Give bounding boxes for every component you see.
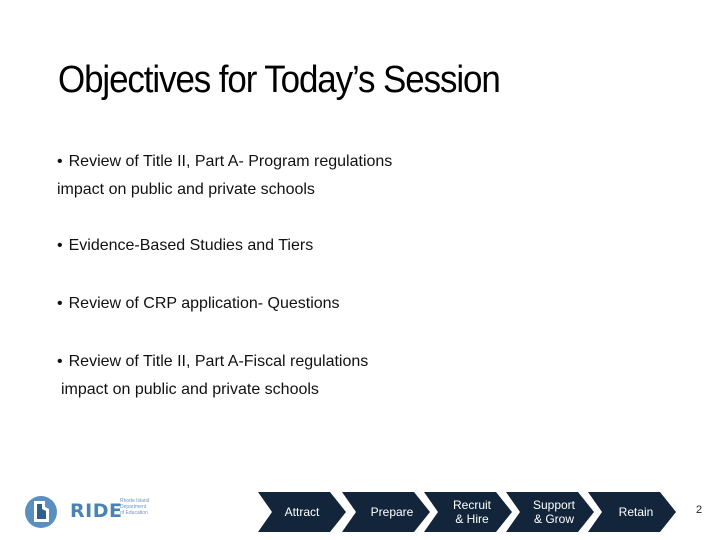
chevron-step-attract — [258, 492, 346, 532]
bullet-text: Evidence-Based Studies and Tiers — [68, 237, 314, 254]
step-label: Attract — [284, 505, 320, 519]
chevron-step-retain — [588, 492, 676, 532]
bullet-text-continued: impact on public and private schools — [61, 381, 319, 398]
ride-logo — [24, 495, 164, 529]
bullet-text: Review of CRP application- Questions — [68, 295, 340, 312]
logo-wordmark: RIDE — [70, 500, 123, 522]
chevron-step-prepare — [342, 492, 430, 532]
process-chevrons — [258, 492, 678, 532]
step-label: Recruit — [452, 498, 491, 512]
bullet-text: Review of Title II, Part A- Program regulations — [68, 153, 393, 170]
step-label: Support — [532, 498, 576, 512]
page-number: 2 — [696, 504, 703, 516]
logo-subtext: Rhode Island Department of Education — [120, 498, 150, 516]
step-label: Prepare — [370, 505, 414, 519]
bullet-item — [57, 348, 368, 404]
slide-title: Objectives for Today’s Session — [58, 59, 500, 101]
bullet-item — [57, 232, 313, 260]
bullet-text: Review of Title II, Part A-Fiscal regulations — [68, 353, 369, 370]
bullet-dot: • — [57, 295, 63, 312]
bullet-item — [57, 290, 340, 318]
slide-footer — [0, 480, 720, 540]
step-label: Retain — [618, 505, 654, 519]
bullet-dot: • — [57, 353, 63, 370]
step-label-2: & Hire — [455, 512, 489, 526]
rhode-island-state-icon — [24, 495, 60, 529]
bullet-dot: • — [57, 237, 63, 254]
bullet-dot: • — [57, 153, 63, 170]
bullet-text-continued: impact on public and private schools — [57, 181, 315, 198]
bullet-item — [57, 148, 392, 204]
chevron-step-recruit-hire — [424, 492, 512, 532]
step-label-2: & Grow — [533, 512, 574, 526]
chevron-step-support-grow — [506, 492, 594, 532]
